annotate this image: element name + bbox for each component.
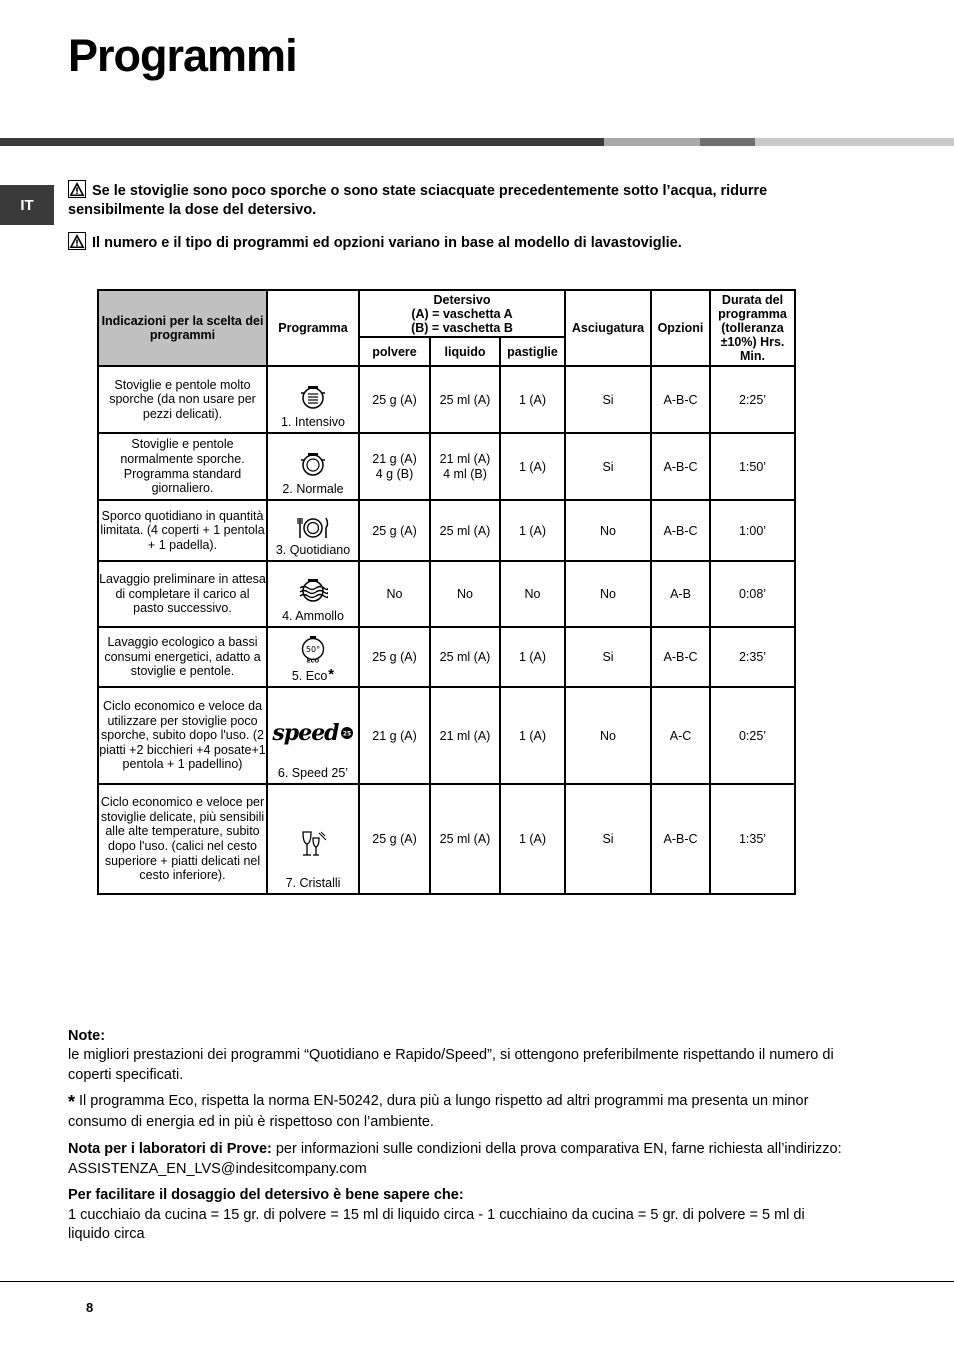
table-row bbox=[98, 687, 795, 784]
notes-text-1: le migliori prestazioni dei programmi “Quotidiano e Rapido/Speed”, si ottengono preferibilmente rispettando il numero di coperti specificati. bbox=[68, 1047, 834, 1083]
header-rule-pale bbox=[755, 138, 954, 146]
program-name: 6. Speed 25’ bbox=[277, 766, 349, 780]
header-programma: Programma bbox=[267, 290, 359, 366]
eco-asterisk: * bbox=[328, 666, 335, 683]
notes-heading: Note: bbox=[68, 1028, 106, 1044]
row-description: Lavaggio ecologico a bassi consumi energetici, adatto a stoviglie e pentole. bbox=[98, 627, 267, 687]
liquido-cell: No bbox=[430, 561, 500, 627]
row-description: Sporco quotidiano in quantità limitata. (4 coperti + 1 pentola + 1 padella). bbox=[98, 500, 267, 561]
program-name: 2. Normale bbox=[282, 482, 344, 496]
warning-1-text: Se le stoviglie sono poco sporche o sono state sciacquate precedentemente sotto l’acqua, ridurre sensibilmente la dose del detersivo. bbox=[68, 183, 768, 218]
header-pastiglie: pastiglie bbox=[500, 337, 565, 366]
eco-note-asterisk: * bbox=[68, 1092, 76, 1112]
row-description: Ciclo economico e veloce da utilizzare per stoviglie poco sporche, subito dopo l'uso. (2 piatti +2 bicchieri +4 posate+1 pentola + 1 padellino) bbox=[98, 687, 267, 784]
intensive-pot-icon bbox=[298, 384, 328, 410]
row-description: Stoviglie e pentole molto sporche (da non usare per pezzi delicati). bbox=[98, 366, 267, 433]
header-opzioni: Opzioni bbox=[651, 290, 710, 366]
opzioni-cell: A-C bbox=[651, 687, 710, 784]
program-name bbox=[268, 666, 358, 683]
polvere-cell: 21 g (A) 4 g (B) bbox=[359, 433, 430, 500]
eco-50-icon bbox=[300, 635, 326, 663]
program-cell bbox=[267, 687, 359, 784]
pastiglie-cell: 1 (A) bbox=[500, 366, 565, 433]
program-cell bbox=[267, 561, 359, 627]
program-name: 3. Quotidiano bbox=[275, 543, 351, 557]
program-name: 4. Ammollo bbox=[282, 609, 344, 623]
polvere-cell: 25 g (A) bbox=[359, 500, 430, 561]
soak-icon bbox=[298, 578, 328, 604]
pastiglie-cell: 1 (A) bbox=[500, 784, 565, 894]
notes-eco bbox=[68, 1092, 846, 1132]
asciugatura-cell: No bbox=[565, 687, 651, 784]
notes-lab bbox=[68, 1140, 846, 1179]
header-detersivo-title: Detersivo bbox=[433, 292, 491, 307]
liquido-cell: 25 ml (A) bbox=[430, 627, 500, 687]
program-name: 1. Intensivo bbox=[281, 415, 345, 429]
programs-table bbox=[97, 289, 796, 895]
footer-rule bbox=[0, 1281, 954, 1282]
notes-dosing-label: Per facilitare il dosaggio del detersivo è bene sapere che: bbox=[68, 1187, 464, 1203]
asciugatura-cell: Si bbox=[565, 366, 651, 433]
pastiglie-cell: No bbox=[500, 561, 565, 627]
header-indicazioni: Indicazioni per la scelta dei programmi bbox=[98, 290, 267, 366]
eco-temp-label: 50° bbox=[305, 645, 321, 654]
warning-triangle-icon bbox=[68, 232, 86, 250]
warning-1 bbox=[68, 180, 848, 220]
row-description: Ciclo economico e veloce per stoviglie delicate, più sensibili alle alte temperature, subito dopo l'uso. (calici nel cesto superiore + piatti delicati nel cesto inferiore). bbox=[98, 784, 267, 894]
polvere-cell: 25 g (A) bbox=[359, 784, 430, 894]
liquido-cell: 25 ml (A) bbox=[430, 366, 500, 433]
liquido-cell: 21 ml (A) 4 ml (B) bbox=[430, 433, 500, 500]
header-rule-light bbox=[604, 138, 700, 146]
speed-logo-word: speed bbox=[272, 719, 339, 746]
header-rule-mid bbox=[700, 138, 755, 146]
header-rule-dark bbox=[0, 138, 604, 146]
cutlery-plate-icon bbox=[296, 515, 330, 541]
polvere-cell: No bbox=[359, 561, 430, 627]
opzioni-cell: A-B-C bbox=[651, 627, 710, 687]
warning-2 bbox=[68, 232, 848, 253]
table-row bbox=[98, 433, 795, 500]
program-cell bbox=[267, 366, 359, 433]
speed-25-badge-icon bbox=[340, 726, 354, 740]
header-durata: Durata del programma (tolleranza ±10%) Hrs. Min. bbox=[710, 290, 795, 366]
table-row bbox=[98, 784, 795, 894]
polvere-cell: 25 g (A) bbox=[359, 366, 430, 433]
opzioni-cell: A-B-C bbox=[651, 500, 710, 561]
polvere-cell: 21 g (A) bbox=[359, 687, 430, 784]
notes-eco-text: Il programma Eco, rispetta la norma EN-50242, dura più a lungo rispetto ad altri programmi ma presenta un minor consumo di energia ed in più è rispettoso con l’ambiente. bbox=[68, 1093, 809, 1130]
program-cell bbox=[267, 627, 359, 687]
header-polvere: polvere bbox=[359, 337, 430, 366]
page-number: 8 bbox=[86, 1300, 94, 1315]
warning-triangle-icon bbox=[68, 180, 86, 198]
durata-cell: 0:08’ bbox=[710, 561, 795, 627]
program-name-text: 5. Eco bbox=[291, 669, 328, 683]
pastiglie-cell: 1 (A) bbox=[500, 500, 565, 561]
notes-lab-label: Nota per i laboratori di Prove: bbox=[68, 1141, 272, 1157]
pastiglie-cell: 1 (A) bbox=[500, 627, 565, 687]
language-tab: IT bbox=[0, 185, 54, 225]
asciugatura-cell: No bbox=[565, 561, 651, 627]
asciugatura-cell: No bbox=[565, 500, 651, 561]
program-cell bbox=[267, 433, 359, 500]
table-row bbox=[98, 500, 795, 561]
eco-word-label: ECO bbox=[306, 658, 320, 663]
opzioni-cell: A-B-C bbox=[651, 366, 710, 433]
notes-dosing bbox=[68, 1186, 846, 1245]
table-row bbox=[98, 561, 795, 627]
durata-cell: 2:35’ bbox=[710, 627, 795, 687]
speed-badge-label: 25 bbox=[342, 730, 351, 737]
table-row bbox=[98, 627, 795, 687]
durata-cell: 0:25’ bbox=[710, 687, 795, 784]
pastiglie-cell: 1 (A) bbox=[500, 433, 565, 500]
notes-lab-text: per informazioni sulle condizioni della prova comparativa EN, farne richiesta all’indirizzo: ASSISTENZA_EN_LVS@indesitcompany.com bbox=[68, 1141, 842, 1177]
opzioni-cell: A-B-C bbox=[651, 784, 710, 894]
normal-pot-icon bbox=[298, 451, 328, 477]
asciugatura-cell: Si bbox=[565, 784, 651, 894]
opzioni-cell: A-B bbox=[651, 561, 710, 627]
table-header-row bbox=[98, 290, 795, 337]
liquido-cell: 25 ml (A) bbox=[430, 500, 500, 561]
durata-cell: 1:00’ bbox=[710, 500, 795, 561]
opzioni-cell: A-B-C bbox=[651, 433, 710, 500]
polvere-cell: 25 g (A) bbox=[359, 627, 430, 687]
asciugatura-cell: Si bbox=[565, 433, 651, 500]
durata-cell: 1:50’ bbox=[710, 433, 795, 500]
asciugatura-cell: Si bbox=[565, 627, 651, 687]
header-asciugatura: Asciugatura bbox=[565, 290, 651, 366]
row-description: Lavaggio preliminare in attesa di completare il carico al pasto successivo. bbox=[98, 561, 267, 627]
program-name: 7. Cristalli bbox=[285, 876, 341, 890]
liquido-cell: 25 ml (A) bbox=[430, 784, 500, 894]
pastiglie-cell: 1 (A) bbox=[500, 687, 565, 784]
page-title: Programmi bbox=[68, 30, 297, 81]
program-cell bbox=[267, 500, 359, 561]
row-description: Stoviglie e pentole normalmente sporche. Programma standard giornaliero. bbox=[98, 433, 267, 500]
glasses-icon bbox=[298, 829, 328, 859]
liquido-cell: 21 ml (A) bbox=[430, 687, 500, 784]
warning-2-text: Il numero e il tipo di programmi ed opzioni variano in base al modello di lavastoviglie. bbox=[92, 235, 682, 251]
speed-logo-icon bbox=[272, 720, 353, 746]
header-detersivo-b: (B) = vaschetta B bbox=[411, 320, 513, 335]
header-liquido: liquido bbox=[430, 337, 500, 366]
durata-cell: 2:25’ bbox=[710, 366, 795, 433]
header-detersivo-a: (A) = vaschetta A bbox=[411, 306, 513, 321]
table-row bbox=[98, 366, 795, 433]
durata-cell: 1:35’ bbox=[710, 784, 795, 894]
header-detersivo bbox=[359, 290, 565, 337]
program-cell bbox=[267, 784, 359, 894]
notes-dosing-text: 1 cucchiaio da cucina = 15 gr. di polvere = 15 ml di liquido circa - 1 cucchiaino da cucina = 5 gr. di polvere = 5 ml di liquido circa bbox=[68, 1206, 805, 1242]
